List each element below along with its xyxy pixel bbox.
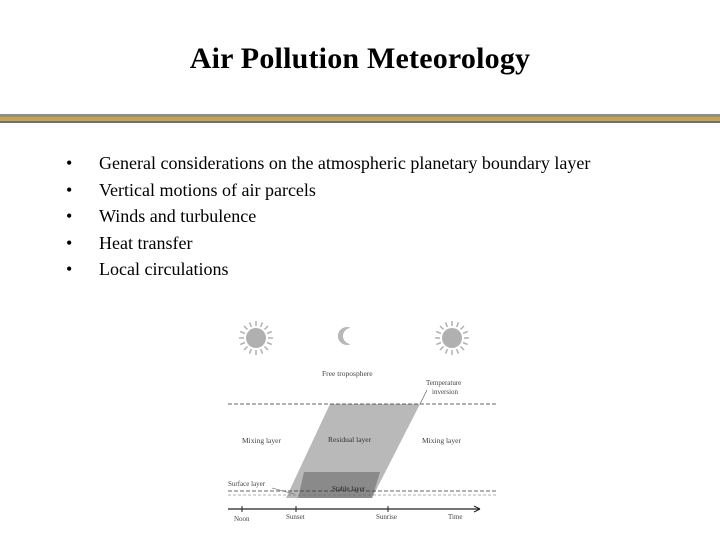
label-stable-layer: Stable layer bbox=[332, 485, 366, 493]
bullet-item bbox=[64, 177, 590, 204]
axis-label-time: Time bbox=[448, 513, 463, 521]
bullet-list bbox=[64, 150, 590, 283]
label-temperature-inversion: Temperature bbox=[426, 379, 462, 387]
bullet-text: Winds and turbulence bbox=[99, 206, 257, 226]
label-residual-layer: Residual layer bbox=[328, 435, 372, 444]
bullet-item bbox=[64, 150, 590, 177]
bullet-text: General considerations on the atmospheric planetary boundary layer bbox=[99, 153, 591, 173]
bullet-glyph: • bbox=[66, 153, 73, 173]
sun-icon bbox=[239, 321, 273, 355]
title-divider-bottom bbox=[0, 121, 720, 123]
bullet-glyph: • bbox=[66, 259, 73, 279]
bullet-glyph: • bbox=[66, 232, 73, 253]
boundary-layer-svg bbox=[222, 318, 504, 528]
axis-label-sunrise: Sunrise bbox=[376, 513, 397, 521]
bullet-item bbox=[64, 203, 590, 230]
bullet-text: Vertical motions of air parcels bbox=[99, 179, 316, 200]
label-free-troposphere: Free troposphere bbox=[322, 369, 373, 378]
moon-icon bbox=[338, 327, 351, 345]
bullet-glyph: • bbox=[66, 179, 73, 200]
sun-icon bbox=[435, 321, 469, 355]
label-mixing-layer-left: Mixing layer bbox=[242, 436, 281, 445]
bullet-text: Heat transfer bbox=[99, 232, 193, 253]
boundary-layer-diagram bbox=[222, 318, 504, 528]
axis-label-sunset: Sunset bbox=[286, 513, 305, 521]
bullet-item bbox=[64, 256, 590, 283]
bullet-glyph: • bbox=[66, 206, 73, 226]
label-mixing-layer-right: Mixing layer bbox=[422, 436, 461, 445]
slide-title: Air Pollution Meteorology bbox=[189, 42, 531, 75]
label-surface-layer: Surface layer bbox=[228, 480, 266, 488]
label-temperature-inversion-2: inversion bbox=[432, 388, 459, 396]
bullet-text: Local circulations bbox=[99, 259, 229, 279]
bullet-item bbox=[64, 230, 590, 257]
axis-label-noon: Noon bbox=[234, 515, 250, 523]
